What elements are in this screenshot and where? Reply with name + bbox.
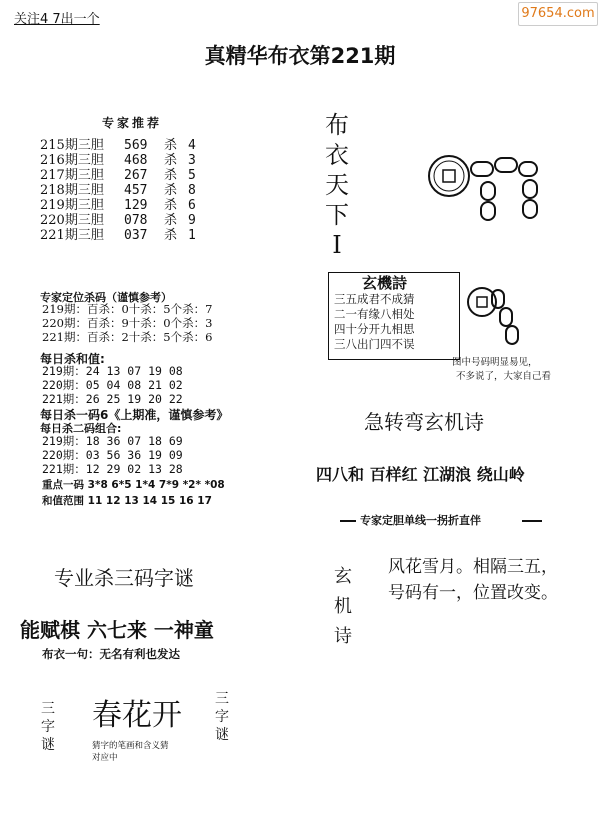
- page-title: 真精华布衣第221期: [204, 44, 396, 68]
- rule-left: [340, 520, 356, 522]
- poem-lines: [334, 292, 415, 352]
- expert-row: 221期三胆 037 杀 1: [40, 228, 196, 243]
- riddle-label-left: 三字谜: [41, 701, 55, 753]
- turn-line: 四八和 百样红 江湖浪 绕山岭: [316, 465, 525, 484]
- sum-heading: 每日杀和值:: [40, 352, 105, 366]
- riddle-note: 对应中: [92, 753, 118, 763]
- focus-line: 重点一码 3*8 6*5 1*4 7*9 *2* *08: [42, 479, 225, 491]
- range-line: 和值范围 11 12 13 14 15 16 17: [42, 495, 212, 507]
- list-item: 221期：26 25 19 20 22: [42, 392, 183, 406]
- one-code-list: [42, 434, 183, 476]
- riddle-label-right: 三字谜: [215, 691, 229, 743]
- one-code-subheading: 每日杀二码组合:: [40, 422, 122, 435]
- expert-row: 219期三胆 129 杀 6: [40, 198, 196, 213]
- expert-row: 218期三胆 457 杀 8: [40, 183, 196, 198]
- poem-line: 三八出门四不误: [334, 337, 415, 351]
- riddle-main: 春花开: [92, 698, 182, 733]
- expert-row: 215期三胆 569 杀 4: [40, 138, 196, 153]
- list-item: 221期：百杀：2十杀：5个杀：6: [42, 330, 213, 344]
- xuanji-line: 号码有一，位置改变。: [388, 583, 558, 603]
- list-item: 220期：百杀：9十杀：0个杀：3: [42, 316, 213, 330]
- coin-icon: [462, 282, 532, 352]
- position-heading: 专家定位杀码（谨慎参考）: [40, 291, 172, 304]
- top-note: 关注4 7出一个: [14, 12, 100, 27]
- riddle-kill-heading: 专业杀三码字谜: [54, 566, 194, 590]
- list-item: 219期：24 13 07 19 08: [42, 364, 183, 378]
- xuanji-vertical: 玄机诗: [334, 566, 352, 647]
- list-item: 220期：05 04 08 21 02: [42, 378, 183, 392]
- turn-title: 急转弯玄机诗: [364, 410, 484, 434]
- straight-line: 专家定胆单线一拐折直伴: [360, 514, 481, 527]
- list-item: 220期：03 56 36 19 09: [42, 448, 183, 462]
- rule-right: [522, 520, 542, 522]
- sum-list: [42, 364, 183, 406]
- position-list: [42, 302, 212, 344]
- list-item: 221期：12 29 02 13 28: [42, 462, 183, 476]
- riddle-note: 猜字的笔画和含义猜: [92, 741, 169, 751]
- poem-note: 图中号码明显易见，: [452, 357, 538, 368]
- expert-list: [40, 138, 196, 243]
- poem-note: 不多说了，大家自己看: [456, 371, 552, 382]
- list-item: 219期：百杀：0十杀：5个杀：7: [42, 302, 213, 316]
- poem-line: 四十分开九相思: [334, 322, 415, 336]
- expert-row: 217期三胆 267 杀 5: [40, 168, 196, 183]
- expert-heading: 专家推荐: [102, 116, 163, 130]
- riddle-kill-line: 能赋棋 六七来 一神童: [20, 618, 214, 642]
- poem-title: 玄機詩: [362, 274, 408, 292]
- coin-chain-icon: [425, 148, 550, 223]
- expert-row: 220期三胆 078 杀 9: [40, 213, 196, 228]
- poem-line: 二一有缘八相处: [334, 307, 415, 321]
- site-watermark[interactable]: 97654.com: [518, 2, 598, 26]
- buyi-line: 布衣一句：无名有利也发达: [42, 647, 180, 661]
- xuanji-line: 风花雪月。相隔三五，: [388, 557, 558, 577]
- expert-row: 216期三胆 468 杀 3: [40, 153, 196, 168]
- poem-line: 三五成君不成猜: [334, 292, 415, 306]
- vertical-title: 布衣天下I: [325, 111, 349, 259]
- list-item: 219期：18 36 07 18 69: [42, 434, 183, 448]
- one-code-heading: 每日杀一码6《上期准，谨慎参考》: [40, 408, 229, 422]
